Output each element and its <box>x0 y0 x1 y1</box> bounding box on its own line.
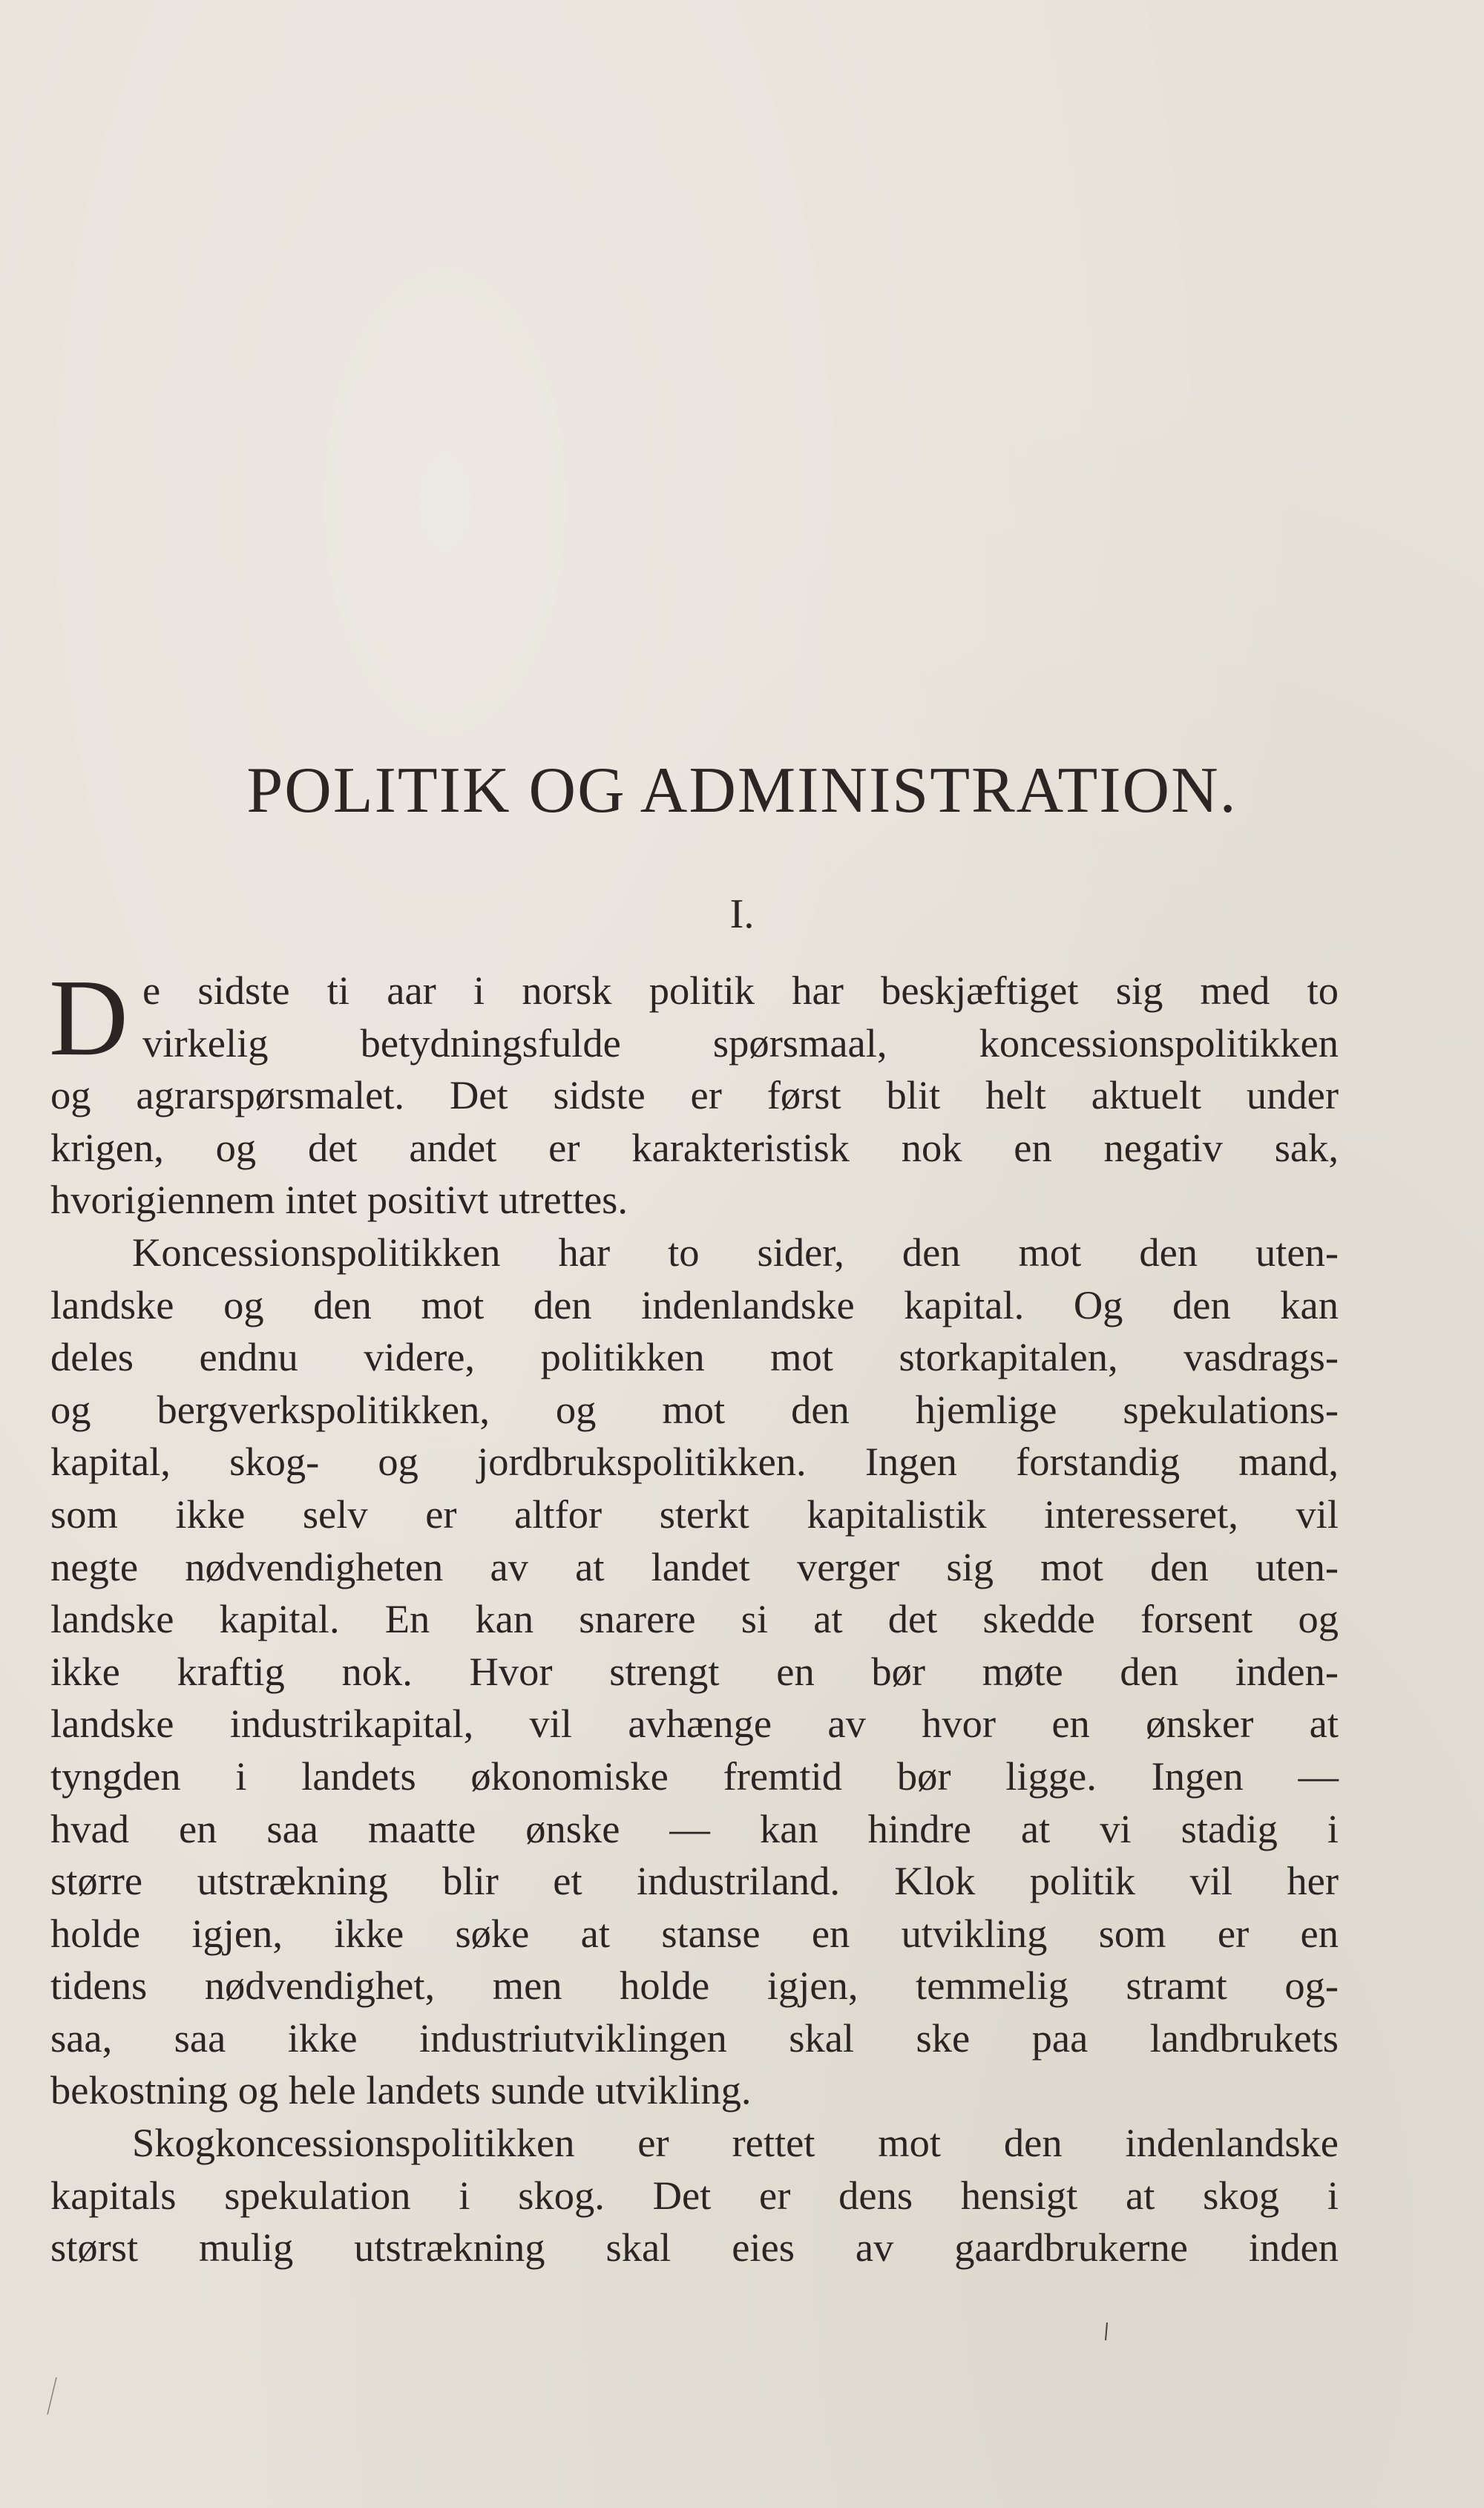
text-line: tyngden i landets økonomiske fremtid bør ligge. Ingen — <box>50 1753 1339 1799</box>
text-line: Skogkoncessionspolitikken er rettet mot den indenlandske <box>132 2120 1339 2166</box>
text-line: landske kapital. En kan snarere si at det skedde forsent og <box>50 1596 1339 1642</box>
text-line: kapital, skog- og jordbrukspolitikken. Ingen forstandig mand, <box>50 1439 1339 1485</box>
stray-mark <box>45 2374 59 2419</box>
text-line: landske og den mot den indenlandske kapital. Og den kan <box>50 1281 1339 1327</box>
text-line: hvad en saa maatte ønske — kan hindre at vi stadig i <box>50 1805 1339 1851</box>
stray-mark <box>1103 2321 1110 2343</box>
text-line: deles endnu videre, politikken mot storkapitalen, vasdrags- <box>50 1334 1339 1380</box>
text-line: bekostning og hele landets sunde utvikling. <box>50 2067 752 2113</box>
page-title: POLITIK OG ADMINISTRATION. <box>246 755 1238 827</box>
text-line: og bergverkspolitikken, og mot den hjemlige spekulations- <box>50 1386 1339 1432</box>
text-line: hvorigiennem intet positivt utrettes. <box>50 1177 628 1223</box>
text-line: krigen, og det andet er karakteristisk nok en negativ sak, <box>50 1124 1339 1170</box>
text-line: ikke kraftig nok. Hvor strengt en bør møte den inden- <box>50 1648 1339 1694</box>
text-line: landske industrikapital, vil avhænge av hvor en ønsker at <box>50 1701 1339 1747</box>
text-line: Koncessionspolitikken har to sider, den mot den uten- <box>132 1229 1339 1275</box>
text-line: saa, saa ikke industriutviklingen skal ske paa landbrukets <box>50 2015 1339 2061</box>
drop-cap: D <box>49 957 128 1079</box>
text-line: e sidste ti aar i norsk politik har beskjæftiget sig med to <box>142 968 1339 1013</box>
section-number: I. <box>729 891 755 937</box>
text-line: tidens nødvendighet, men holde igjen, temmelig stramt og- <box>50 1963 1339 2009</box>
text-line: og agrarspørsmalet. Det sidste er først blit helt aktuelt under <box>50 1072 1339 1118</box>
text-line: kapitals spekulation i skog. Det er dens hensigt at skog i <box>50 2172 1339 2218</box>
text-line: større utstrækning blir et industriland. Klok politik vil her <box>50 1858 1339 1904</box>
body-text <box>49 957 1339 2274</box>
text-line: negte nødvendigheten av at landet verger sig mot den uten- <box>50 1543 1339 1589</box>
text-line: holde igjen, ikke søke at stanse en utvikling som er en <box>50 1910 1339 1956</box>
text-line: størst mulig utstrækning skal eies av gaardbrukerne inden <box>50 2225 1339 2271</box>
text-line: virkelig betydningsfulde spørsmaal, koncessionspolitikken <box>142 1020 1339 1066</box>
text-line: som ikke selv er altfor sterkt kapitalistik interesseret, vil <box>50 1491 1339 1537</box>
